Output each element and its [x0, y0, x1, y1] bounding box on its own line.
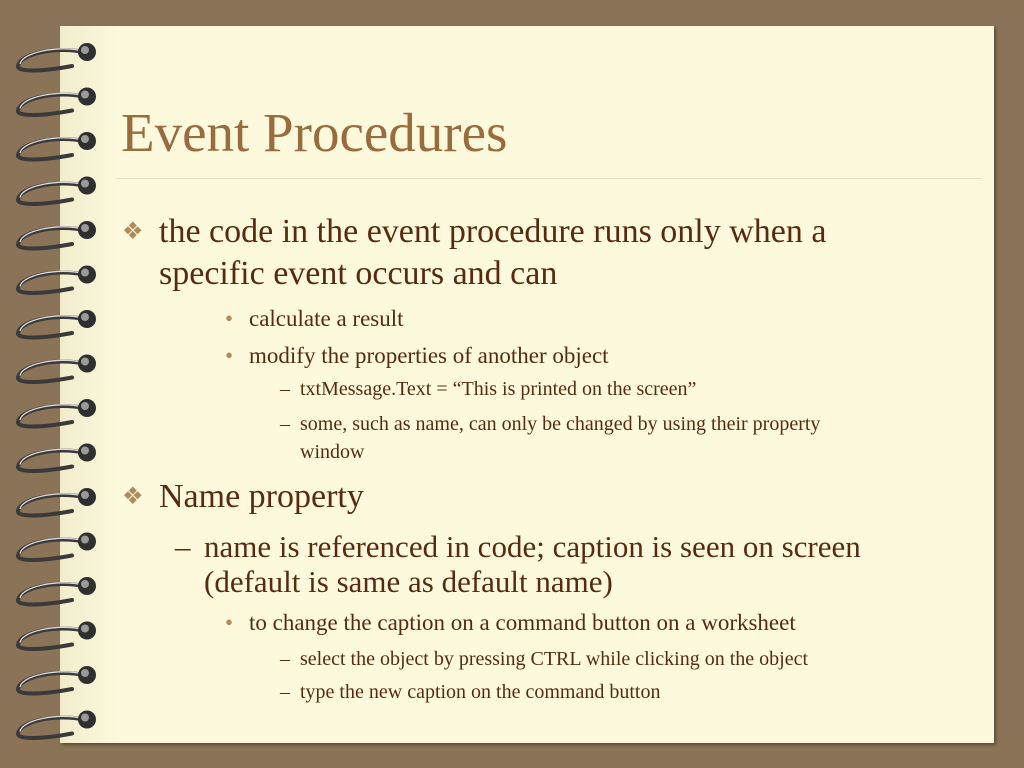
dash-bullet-icon: – — [280, 648, 290, 670]
diamond-bullet-icon: ❖ — [122, 219, 144, 245]
bullet-1-sub-1: calculate a result — [249, 306, 404, 331]
dash-bullet-icon: – — [280, 378, 290, 400]
bullet-1-sub-2-a: txtMessage.Text = “This is printed on the screen” — [300, 378, 697, 400]
bullet-1-sub-2-b-line-1: some, such as name, can only be changed by using their property — [300, 413, 821, 435]
bullet-1-sub-2-b-line-2: window — [300, 441, 365, 463]
bullet-2-sub-1-a-i: select the object by pressing CTRL while clicking on the object — [300, 648, 809, 670]
slide-title: Event Procedures — [121, 102, 508, 163]
bullet-2-sub-1-line-1: name is referenced in code; caption is seen on screen — [204, 529, 861, 564]
bullet-1-line-2: specific event occurs and can — [159, 255, 558, 292]
diamond-bullet-icon: ❖ — [122, 484, 144, 510]
dash-bullet-icon: – — [280, 413, 290, 435]
dot-bullet-icon: • — [225, 343, 234, 368]
bullet-1-sub-2: modify the properties of another object — [249, 343, 609, 368]
dot-bullet-icon: • — [225, 610, 234, 635]
dash-bullet-icon: – — [280, 681, 290, 703]
bullet-2-sub-1-a: to change the caption on a command button on a worksheet — [249, 610, 796, 635]
bullet-1-line-1: the code in the event procedure runs only when a — [159, 213, 827, 250]
dot-bullet-icon: • — [225, 306, 234, 331]
bullet-2-sub-1-a-ii: type the new caption on the command button — [300, 681, 661, 703]
bullet-2-sub-1-line-2: (default is same as default name) — [204, 564, 613, 599]
dash-bullet-icon: – — [175, 529, 191, 564]
bullet-2-line-1: Name property — [159, 478, 364, 515]
